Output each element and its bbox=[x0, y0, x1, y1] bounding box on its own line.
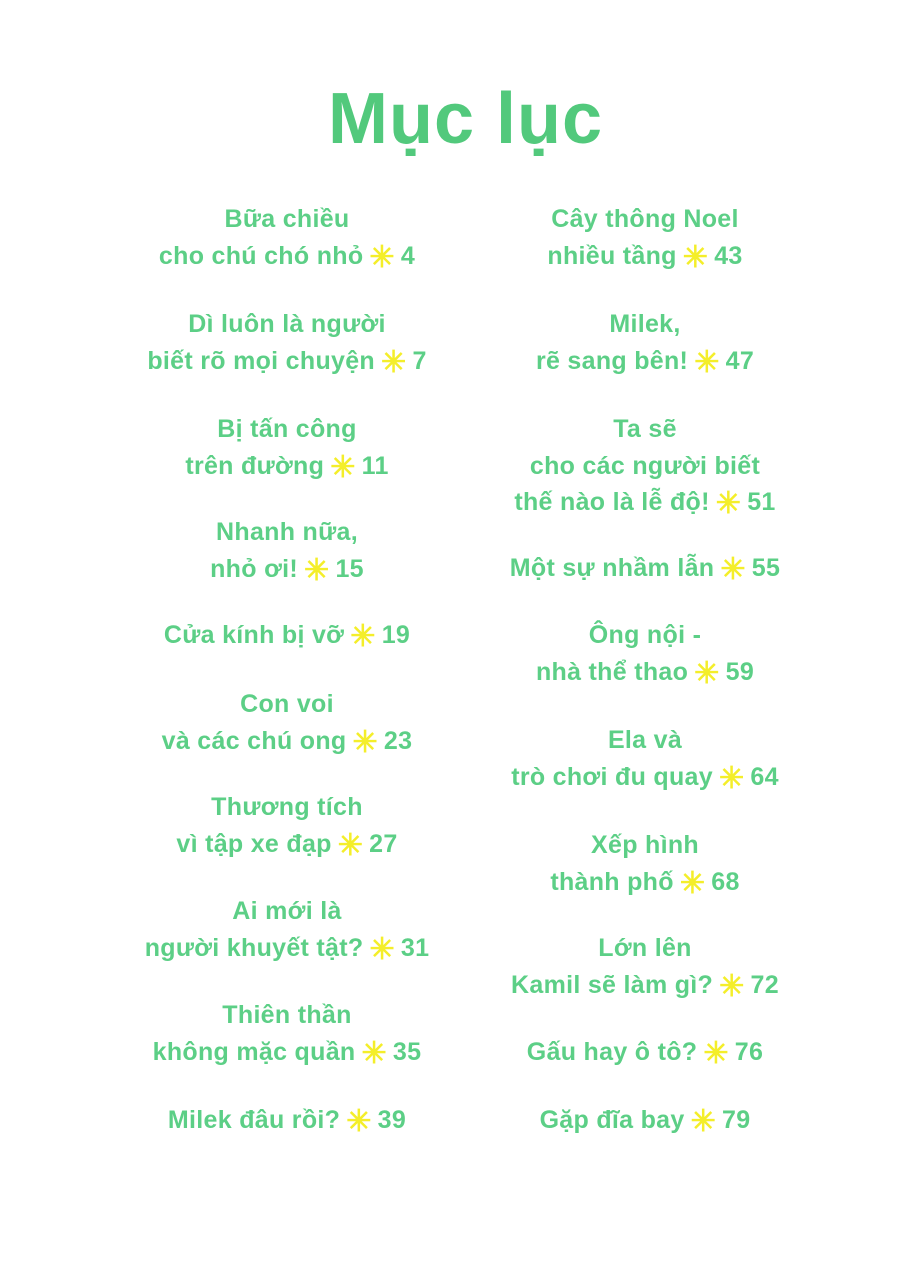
toc-entry bbox=[465, 411, 825, 523]
entry-title-text: trên đường bbox=[185, 451, 325, 480]
toc-entry bbox=[107, 789, 467, 864]
page-number: 39 bbox=[377, 1106, 407, 1134]
star-icon: ✳ bbox=[720, 553, 746, 586]
star-icon: ✳ bbox=[350, 620, 376, 653]
entry-title-text: Thiên thần bbox=[222, 1001, 352, 1029]
star-icon: ✳ bbox=[361, 1036, 387, 1070]
star-icon: ✳ bbox=[715, 487, 742, 520]
entry-title-text: Xếp hình bbox=[591, 831, 699, 859]
toc-entry bbox=[465, 930, 825, 1005]
toc-entry bbox=[107, 997, 467, 1072]
toc-entry-line bbox=[465, 411, 825, 448]
entry-title-text: Ai mới là bbox=[232, 897, 342, 925]
toc-entry-line bbox=[465, 448, 825, 485]
entry-title-text: Ela và bbox=[607, 726, 683, 754]
page-number: 51 bbox=[747, 488, 776, 516]
page-number: 47 bbox=[725, 346, 755, 375]
star-icon: ✳ bbox=[369, 240, 395, 274]
entry-title-text: Ta sẽ bbox=[613, 415, 677, 443]
toc-entry bbox=[107, 411, 467, 486]
toc-entry-line bbox=[465, 930, 825, 967]
entry-title-text: và các chú ong bbox=[161, 726, 347, 755]
toc-entry-line bbox=[107, 930, 467, 969]
toc-entry bbox=[465, 550, 825, 589]
entry-title-text: Bị tấn công bbox=[217, 415, 357, 443]
entry-title-text: Milek đâu rồi? bbox=[167, 1106, 341, 1134]
page-number: 64 bbox=[750, 762, 779, 791]
toc-entry-line bbox=[107, 723, 467, 762]
entry-title-text: Milek, bbox=[609, 310, 681, 338]
toc-entry bbox=[465, 306, 825, 381]
entry-title-text: Cây thông Noel bbox=[551, 205, 739, 233]
toc-entry-line bbox=[107, 238, 467, 277]
entry-title-text: Bữa chiều bbox=[224, 205, 350, 233]
star-icon: ✳ bbox=[304, 553, 330, 587]
toc-entry bbox=[107, 893, 467, 968]
entry-title-text: thế nào là lễ độ! bbox=[514, 488, 710, 516]
toc-entry-line bbox=[465, 827, 825, 864]
star-icon: ✳ bbox=[369, 932, 395, 966]
page-number: 72 bbox=[750, 970, 779, 999]
entry-title-text: Cửa kính bị vỡ bbox=[163, 621, 345, 649]
page-number: 35 bbox=[392, 1037, 422, 1066]
page-number: 79 bbox=[722, 1106, 751, 1134]
toc-entry-line bbox=[465, 484, 825, 523]
entry-title-text: nhiều tầng bbox=[547, 241, 677, 270]
entry-title-text: Thương tích bbox=[211, 793, 363, 821]
entry-title-text: cho các người biết bbox=[529, 451, 761, 480]
page-number: 59 bbox=[725, 657, 755, 686]
toc-entry-line bbox=[107, 343, 467, 382]
toc-entry bbox=[107, 201, 467, 276]
toc-entry bbox=[107, 617, 467, 656]
toc-entry-line bbox=[107, 1034, 467, 1073]
page-number: 68 bbox=[711, 867, 740, 896]
page-number: 11 bbox=[361, 451, 389, 480]
entry-title-text: không mặc quần bbox=[152, 1037, 356, 1066]
toc-entry bbox=[465, 1102, 825, 1141]
page-number: 27 bbox=[369, 829, 398, 858]
entry-title-text: cho chú chó nhỏ bbox=[158, 241, 364, 270]
page-number: 4 bbox=[400, 241, 416, 270]
entry-title-text: Dì luôn là người bbox=[188, 310, 386, 338]
entry-title-text: rẽ sang bên! bbox=[535, 346, 689, 375]
page-number: 19 bbox=[381, 621, 411, 649]
toc-entry-line bbox=[107, 686, 467, 723]
toc-entry bbox=[465, 617, 825, 692]
page-number: 55 bbox=[751, 554, 781, 582]
star-icon: ✳ bbox=[330, 450, 356, 484]
toc-entry-line bbox=[465, 238, 825, 277]
toc-entry-line bbox=[465, 343, 825, 382]
toc-entry-line bbox=[107, 997, 467, 1034]
toc-entry-line bbox=[465, 617, 825, 654]
star-icon: ✳ bbox=[719, 969, 745, 1003]
toc-entry-line bbox=[107, 1102, 467, 1141]
star-icon: ✳ bbox=[690, 1105, 717, 1138]
toc-entry-line bbox=[107, 411, 467, 448]
toc-entry-line bbox=[107, 551, 467, 590]
toc-entry bbox=[465, 827, 825, 902]
toc-entry bbox=[107, 686, 467, 761]
entry-title-text: biết rõ mọi chuyện bbox=[147, 346, 375, 375]
toc-entry-line bbox=[107, 789, 467, 826]
star-icon: ✳ bbox=[352, 725, 378, 759]
toc-entry-line bbox=[465, 550, 825, 589]
toc-entry-line bbox=[465, 201, 825, 238]
entry-title-text: Kamil sẽ làm gì? bbox=[511, 970, 714, 999]
toc-entry bbox=[107, 514, 467, 589]
entry-title-text: Gấu hay ô tô? bbox=[526, 1038, 698, 1066]
toc-entry-line bbox=[107, 448, 467, 487]
entry-title-text: Một sự nhầm lẫn bbox=[509, 554, 715, 582]
star-icon: ✳ bbox=[718, 761, 745, 795]
page-title: Mục lục bbox=[327, 79, 604, 159]
entry-title-text: Nhanh nữa, bbox=[216, 518, 358, 546]
page-number: 43 bbox=[714, 241, 743, 270]
entry-title-text: vì tập xe đạp bbox=[176, 829, 332, 858]
page-number: 76 bbox=[734, 1038, 764, 1066]
entry-title-text: Con voi bbox=[240, 690, 334, 718]
entry-title-text: trò chơi đu quay bbox=[511, 762, 713, 791]
toc-entry-line bbox=[107, 201, 467, 238]
toc-entry-line bbox=[465, 722, 825, 759]
toc-entry-line bbox=[465, 306, 825, 343]
star-icon: ✳ bbox=[694, 656, 720, 690]
toc-entry-line bbox=[107, 306, 467, 343]
toc-entry bbox=[107, 306, 467, 381]
toc-entry-line bbox=[107, 826, 467, 865]
toc-entry-line bbox=[107, 514, 467, 551]
toc-entry-line bbox=[465, 967, 825, 1006]
page-number: 31 bbox=[400, 933, 430, 962]
entry-title-text: Lớn lên bbox=[598, 934, 692, 962]
entry-title-text: thành phố bbox=[550, 867, 674, 896]
star-icon: ✳ bbox=[679, 866, 706, 900]
toc-entry bbox=[465, 201, 825, 276]
entry-title-text: Gặp đĩa bay bbox=[539, 1106, 685, 1134]
toc-entry-line bbox=[465, 1102, 825, 1141]
star-icon: ✳ bbox=[381, 345, 407, 379]
toc-entry-line bbox=[465, 759, 825, 798]
toc-entry bbox=[465, 722, 825, 797]
toc-entry-line bbox=[107, 893, 467, 930]
page-number: 7 bbox=[412, 346, 427, 375]
entry-title-text: Ông nội - bbox=[588, 621, 702, 649]
star-icon: ✳ bbox=[682, 240, 709, 274]
toc-entry bbox=[107, 1102, 467, 1141]
toc-entry bbox=[465, 1034, 825, 1073]
star-icon: ✳ bbox=[703, 1037, 729, 1070]
entry-title-text: người khuyết tật? bbox=[144, 933, 364, 962]
toc-entry-line bbox=[465, 1034, 825, 1073]
page-number: 15 bbox=[335, 554, 364, 583]
toc-entry-line bbox=[465, 864, 825, 903]
toc-entry-line bbox=[107, 617, 467, 656]
star-icon: ✳ bbox=[694, 345, 720, 379]
entry-title-text: nhỏ ơi! bbox=[210, 554, 299, 583]
star-icon: ✳ bbox=[346, 1105, 372, 1138]
page-number: 23 bbox=[383, 726, 413, 755]
star-icon: ✳ bbox=[337, 828, 364, 862]
entry-title-text: nhà thể thao bbox=[535, 657, 689, 686]
toc-entry-line bbox=[465, 654, 825, 693]
